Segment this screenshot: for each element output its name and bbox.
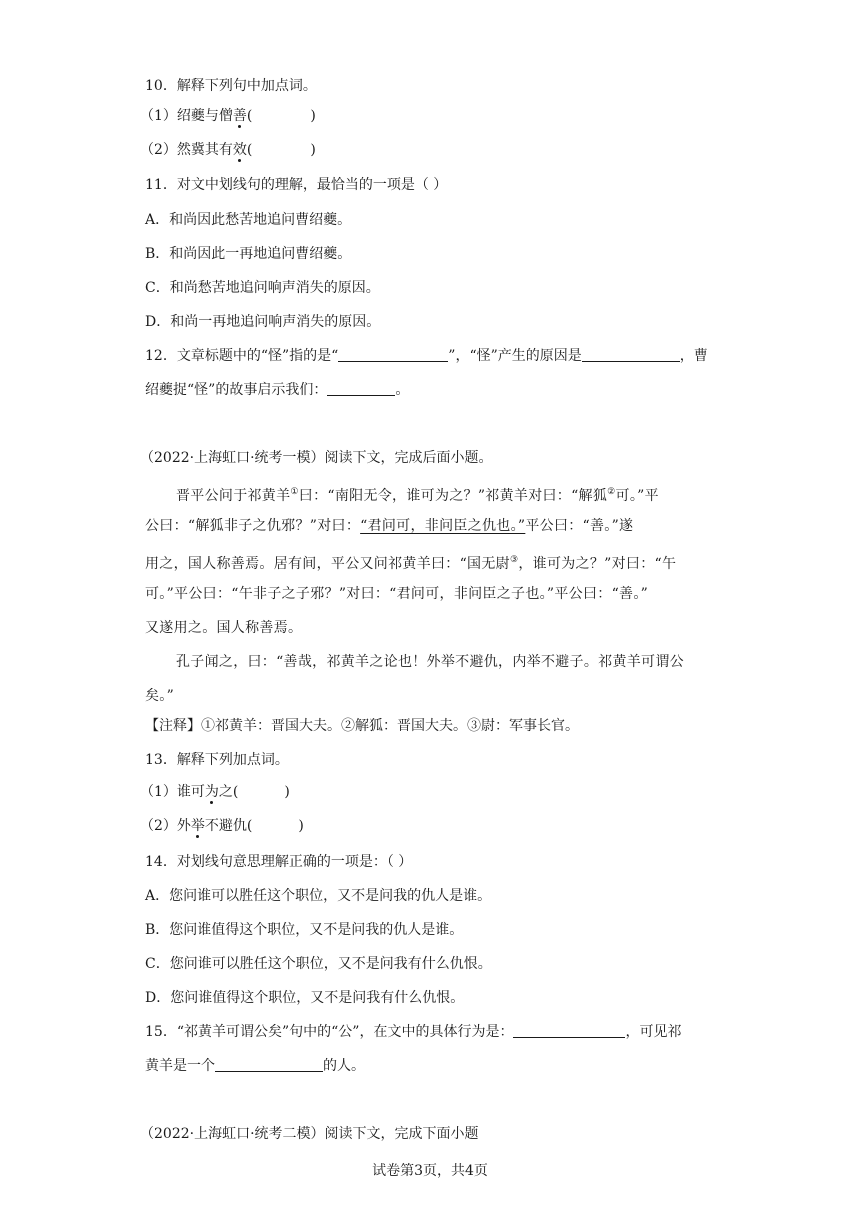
q15-line-1: 15．“祁黄羊可谓公矣”句中的“公”，在文中的具体行为是： ，可见祁 (145, 1024, 682, 1040)
q11-title: 11．对文中划线句的理解，最恰当的一项是（ ） (145, 177, 448, 193)
q10-title: 10．解释下列句中加点词。 (145, 78, 317, 94)
q11-option-d: D．和尚一再地追问响声消失的原因。 (145, 314, 381, 330)
passage-line-3: 用之，国人称善焉。居有间，平公又问祁黄羊曰：“国无尉③，谁可为之？”对曰：“午 (145, 555, 677, 572)
q10-item-1: （1）绍夔与僧善( ) (140, 108, 316, 124)
q14-option-b: B．您问谁值得这个职位，又不是问我的仇人是谁。 (145, 922, 464, 938)
q11-option-b: B．和尚因此一再地追问曹绍夔。 (145, 246, 352, 262)
annotation-note: 【注释】①祁黄羊：晋国大夫。②解狐：晋国大夫。③尉：军事长官。 (145, 718, 579, 734)
passage-line-2: 公曰：“解狐非子之仇邪？”对曰：“君问可，非问臣之仇也。”平公曰：“善。”遂 (145, 518, 634, 534)
passage-line-6: 孔子闻之，曰：“善哉，祁黄羊之论也！外举不避仇，内举不避子。祁黄羊可谓公 (176, 654, 684, 670)
emphasis-dot-char: 效 (232, 142, 247, 158)
underlined-sentence: “君问可，非问臣之仇也。” (360, 518, 526, 534)
q13-item-1: （1）谁可为之( ) (140, 784, 290, 800)
passage-line-7: 矣。” (145, 688, 175, 704)
q13-item-2: （2）外举不避仇( ) (140, 818, 304, 834)
section3-header: （2022·上海虹口·统考二模）阅读下文，完成下面小题 (140, 1126, 479, 1142)
passage-line-5: 又遂用之。国人称善焉。 (145, 620, 303, 636)
q12-line-1: 12．文章标题中的“怪”指的是“ ”，“怪”产生的原因是 ，曹 (145, 348, 708, 364)
q14-option-a: A．您问谁可以胜任这个职位，又不是问我的仇人是谁。 (145, 888, 492, 904)
q14-title: 14．对划线句意思理解正确的一项是：（ ） (145, 854, 413, 870)
q14-option-c: C．您问谁可以胜任这个职位，又不是问我有什么仇恨。 (145, 956, 492, 972)
q11-option-c: C．和尚愁苦地追问响声消失的原因。 (145, 280, 380, 296)
q11-option-a: A．和尚因此愁苦地追问曹绍夔。 (145, 212, 352, 228)
q12-line-2: 绍夔捉“怪”的故事启示我们： 。 (145, 382, 410, 398)
emphasis-dot-char: 善 (232, 108, 247, 124)
q15-line-2: 黄羊是一个 的人。 (145, 1058, 365, 1074)
section2-header: （2022·上海虹口·统考一模）阅读下文，完成后面小题。 (140, 450, 493, 466)
passage-line-1: 晋平公问于祁黄羊①曰：“南阳无令，谁可为之？”祁黄羊对曰：“解狐②可。”平 (176, 487, 659, 504)
q13-title: 13．解释下列加点词。 (145, 752, 289, 768)
q10-item-2: （2）然冀其有效( ) (140, 142, 316, 158)
page-footer: 试卷第3页，共4页 (372, 1163, 488, 1179)
q14-option-d: D．您问谁值得这个职位，又不是问我有什么仇恨。 (145, 990, 465, 1006)
passage-line-4: 可。”平公曰：“午非子之子邪？”对曰：“君问可，非问臣之子也。”平公曰：“善。” (145, 586, 649, 602)
